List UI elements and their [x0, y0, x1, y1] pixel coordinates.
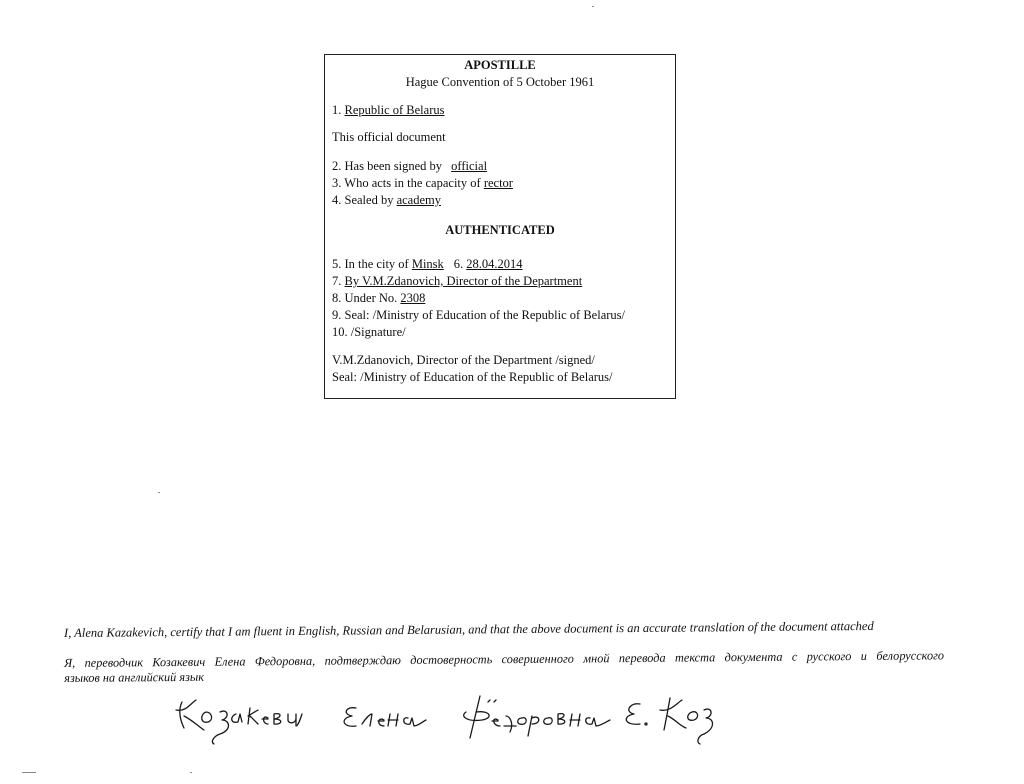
item-3-label: 3. Who acts in the capacity of — [332, 176, 484, 190]
sealed-by-value: academy — [396, 193, 441, 207]
item-seal: 9. Seal: /Ministry of Education of the Republic of Belarus/ — [332, 308, 625, 322]
apostille-subtitle: Hague Convention of 5 October 1961 — [405, 75, 595, 89]
scan-speck — [22, 772, 36, 773]
item-2-label: 2. Has been signed by — [332, 159, 446, 173]
item-sealed-by — [332, 192, 675, 209]
apostille-body-2 — [325, 256, 675, 386]
item-8-label: 8. Under No. — [332, 291, 401, 305]
capacity-value: rector — [483, 176, 513, 190]
item-4-label: 4. Sealed by — [332, 193, 397, 207]
signed-by-value: official — [451, 159, 488, 173]
apostille-title: APOSTILLE — [464, 58, 536, 72]
scan-speck — [158, 492, 160, 493]
item-signed-by — [332, 158, 675, 175]
item-6-label: 6. — [453, 257, 467, 271]
certification-russian-line-1: Я, переводчик Козакевич Елена Федоровна, подтверждаю достоверность совершенного мной перевода текста документа с русского и белорусского — [64, 648, 945, 670]
item-city-date — [332, 256, 675, 273]
apostille-body — [325, 102, 675, 209]
seal-line: Seal: /Ministry of Education of the Republic of Belarus/ — [332, 370, 613, 384]
item-signature: 10. /Signature/ — [332, 325, 406, 339]
certification-english: I, Alena Kazakevich, certify that I am fluent in English, Russian and Belarusian, and that the above document is an accurate translation of the document attached — [63, 618, 874, 640]
by-value: By V.M.Zdanovich, Director of the Department — [344, 274, 583, 288]
authenticated-heading: AUTHENTICATED — [445, 223, 555, 237]
certification-russian-line-2: языков на английский язык — [64, 669, 204, 685]
handwritten-signature — [170, 690, 730, 748]
item-country — [332, 102, 675, 119]
doc-line: This official document — [332, 130, 446, 144]
item-capacity — [332, 175, 675, 192]
item-7-label: 7. — [332, 274, 345, 288]
date-value: 28.04.2014 — [466, 257, 523, 271]
number-value: 2308 — [400, 291, 426, 305]
city-value: Minsk — [411, 257, 444, 271]
item-number — [332, 290, 675, 307]
certification-russian — [64, 648, 944, 686]
apostille-box — [324, 54, 676, 399]
item-1-label: 1. — [332, 103, 345, 117]
signer-line: V.M.Zdanovich, Director of the Department /signed/ — [332, 353, 595, 367]
item-5-label: 5. In the city of — [332, 257, 412, 271]
item-by — [332, 273, 675, 290]
country-value: Republic of Belarus — [344, 103, 445, 117]
scan-speck — [592, 6, 594, 7]
scan-speck — [190, 772, 192, 773]
